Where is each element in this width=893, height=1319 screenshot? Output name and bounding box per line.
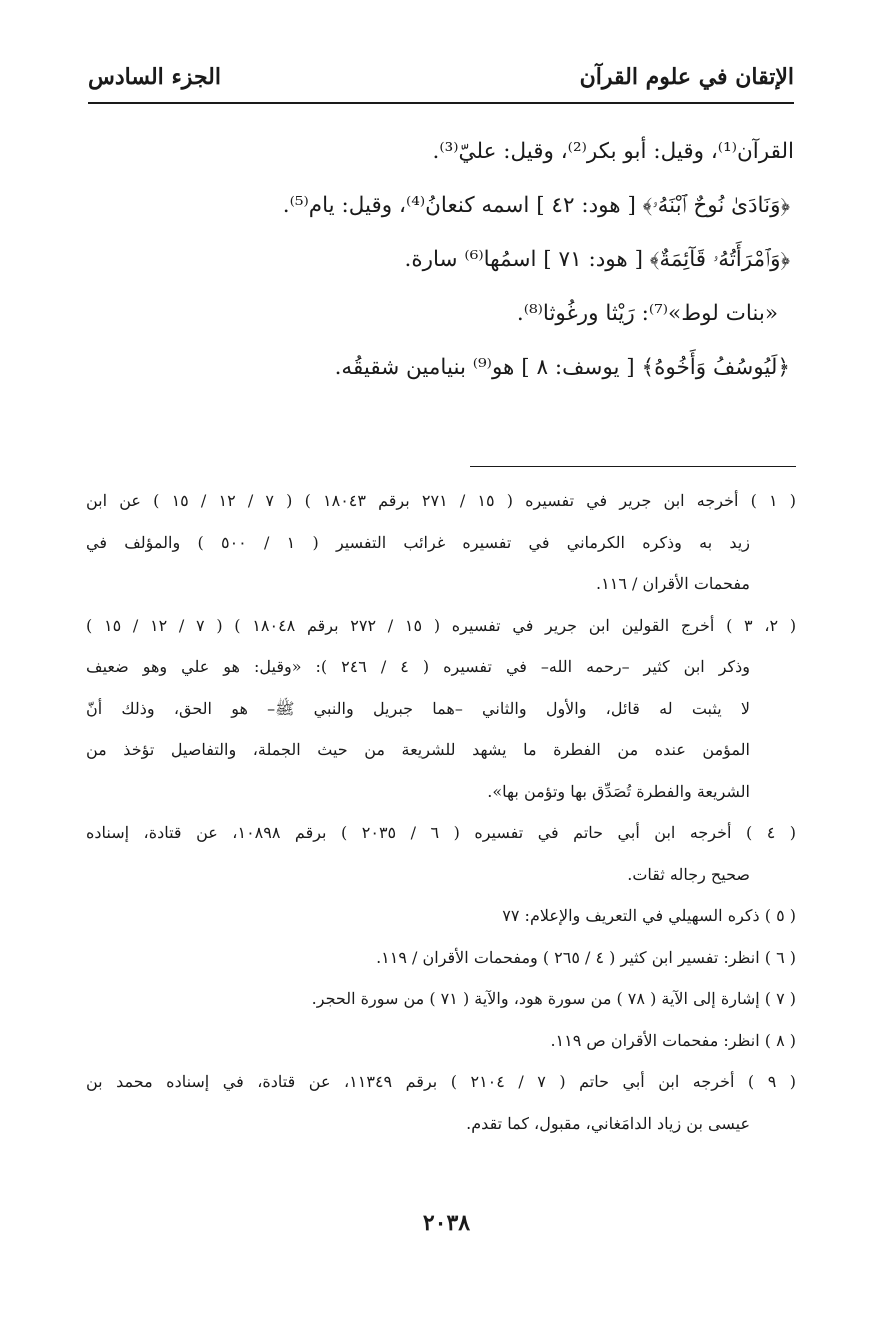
footnote-line: ( ٩ ) أخرجه ابن أبي حاتم ( ٧ / ٢١٠٤ ) برقم ١١٣٤٩، عن قتادة، في إسناده محمد بن (86, 1072, 797, 1091)
footnote-line: ( ٦ ) انظر: تفسير ابن كثير ( ٤ / ٢٦٥ ) ومفحمات الأقران / ١١٩. (376, 947, 796, 967)
main-text-line: القرآن⁽¹⁾، وقيل: أبو بكر⁽²⁾، وقيل: عليّ⁽³⁾. (432, 139, 794, 164)
footnote-line: ( ٨ ) انظر: مفحمات الأقران ص ١١٩. (550, 1030, 796, 1050)
footnote-line: زيد به وذكره الكرماني في تفسيره غرائب التفسير ( ١ / ٥٠٠ ) والمؤلف في (86, 532, 751, 552)
footnote-line: ( ١ ) أخرجه ابن جرير في تفسيره ( ١٥ / ٢٧١ برقم ١٨٠٤٣ ) ( ٧ / ١٢ / ١٥ ) عن ابن (86, 491, 797, 510)
footnote-line: ( ٥ ) ذكره السهيلي في التعريف والإعلام: ٧٧ (502, 906, 796, 925)
main-text-block (120, 132, 794, 402)
header-divider (88, 102, 794, 104)
footnote-divider (470, 466, 796, 467)
footnote-line: مفحمات الأقران / ١١٦. (596, 574, 750, 593)
main-text-line: «بنات لوط»⁽⁷⁾: رَيْثا ورغُوثا⁽⁸⁾. (516, 301, 778, 326)
page-header (88, 58, 794, 102)
footnotes-block (86, 480, 796, 1144)
footnote-line: صحيح رجاله ثقات. (627, 864, 750, 884)
footnote-line: ( ٧ ) إشارة إلى الآية ( ٧٨ ) من سورة هود، والآية ( ٧١ ) من سورة الحجر. (311, 989, 796, 1008)
main-text-line: ﴿وَٱمْرَأَتُهُۥ قَآئِمَةٌ﴾ [ هود: ٧١ ] اسمُها⁽⁶⁾ سارة. (404, 247, 790, 272)
footnote-line: لا يثبت له قائل، والأول والثاني –هما جبريل والنبي ﷺ– هو الحق، وذلك أنّ (86, 698, 750, 718)
running-book-title: الإتقان في علوم القرآن (579, 64, 794, 90)
footnote-line: الشريعة والفطرة تُصَدِّق بها وتؤمن بها». (487, 781, 750, 801)
footnote-line: ( ٢، ٣ ) أخرج القولين ابن جرير في تفسيره ( ١٥ / ٢٧٢ برقم ١٨٠٤٨ ) ( ٧ / ١٢ / ١٥ ) (86, 615, 797, 635)
footnote-line: وذكر ابن كثير –رحمه الله– في تفسيره ( ٤ / ٢٤٦ ): «وقيل: هو علي وهو ضعيف (86, 657, 751, 676)
main-text-line: ﴿وَنَادَىٰ نُوحٌ ٱبْنَهُۥ﴾ [ هود: ٤٢ ] اسمه كنعانُ⁽⁴⁾، وقيل: يام⁽⁵⁾. (282, 193, 790, 218)
footnote-line: عيسى بن زياد الدامَغاني، مقبول، كما تقدم. (466, 1113, 750, 1133)
footnote-line: المؤمن عنده من الفطرة ما يشهد للشريعة من حيث الجملة، والتفاصيل تؤخذ من (86, 740, 750, 759)
footnote-line: ( ٤ ) أخرجه ابن أبي حاتم في تفسيره ( ٦ / ٢٠٣٥ ) برقم ١٠٨٩٨، عن قتادة، إسناده (86, 823, 797, 842)
main-text-line: ﴿لَيُوسُفُ وَأَخُوهُ﴾ [ يوسف: ٨ ] هو⁽⁹⁾ بنيامين شقيقُه. (334, 355, 790, 380)
running-volume-title: الجزء السادس (88, 64, 221, 90)
page-number: ٢٠٣٨ (422, 1210, 471, 1236)
